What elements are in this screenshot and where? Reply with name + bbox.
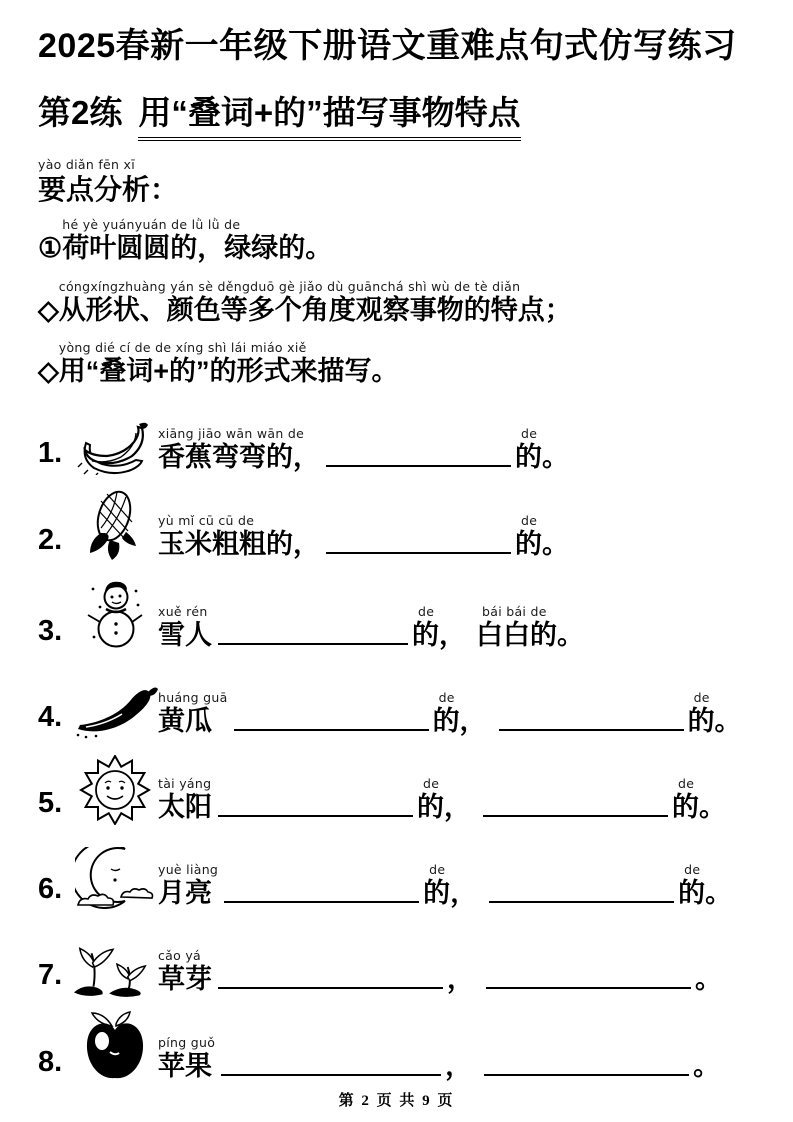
tail-phrase — [515, 513, 569, 562]
lesson-number: 第2练 — [38, 93, 123, 131]
phrase-text: 雪人 — [158, 620, 212, 651]
example-text: 荷叶圆圆的，绿绿的。 — [62, 232, 333, 263]
pinyin-label: de — [521, 426, 538, 442]
comma-text: ， — [447, 964, 474, 995]
exercise-phrase — [158, 690, 228, 739]
phrase-text: 黄瓜 — [158, 706, 212, 737]
key-point-phrase — [59, 340, 399, 389]
exercise-row — [38, 402, 755, 475]
phrase-text: 苹果 — [158, 1051, 212, 1082]
period-text: 。 — [695, 964, 722, 995]
grass-sprout-icon — [72, 937, 158, 997]
page-number-footer: 第 2 页 共 9 页 — [338, 1093, 455, 1109]
key-point-2 — [38, 340, 755, 389]
answer-blank — [486, 986, 691, 989]
analysis-heading-text: 要点分析： — [38, 173, 179, 205]
tail-phrase — [476, 604, 584, 653]
pinyin-label: xuě rén — [158, 604, 208, 620]
pinyin-label: cóngxíngzhuàng yán sè děngduō gè jiǎo dù guānchá shì wù de tè diǎn — [58, 278, 521, 294]
lesson-heading — [38, 87, 755, 141]
exercise-phrase — [158, 862, 218, 911]
answer-blank — [234, 728, 429, 731]
answer-blank — [499, 728, 684, 731]
pinyin-label: tài yáng — [158, 776, 212, 792]
phrase-text: 香蕉弯弯的， — [158, 442, 320, 473]
pinyin-label: píng guǒ — [158, 1035, 216, 1051]
period-text: 。 — [693, 1051, 721, 1082]
analysis-heading — [38, 157, 178, 207]
snowman-icon — [72, 575, 158, 653]
key-point-text: 从形状、颜色等多个角度观察事物的特点； — [58, 294, 572, 325]
circled-one-marker: ① — [38, 232, 63, 263]
tail-text: 的， — [412, 620, 466, 651]
tail-text: 的， — [423, 878, 478, 909]
exercise-row — [38, 575, 755, 653]
pinyin-label: huáng guā — [158, 690, 228, 706]
exercise-number: 7. — [38, 959, 63, 992]
lesson-topic: 用“叠词+的”描写事物特点 — [138, 87, 520, 141]
pinyin-label: de — [438, 690, 455, 706]
apple-icon — [72, 1010, 158, 1084]
pinyin-label: yòng dié cí de de xíng shì lái miáo xiě — [58, 340, 307, 356]
tail-phrase — [423, 862, 477, 911]
exercise-row — [38, 666, 755, 739]
diamond-bullet-icon: ◇ — [38, 356, 59, 387]
example-sentence — [38, 217, 755, 266]
tail-phrase — [678, 862, 732, 911]
exercise-number: 4. — [38, 701, 63, 734]
comma-text: ， — [445, 1051, 473, 1082]
key-point-phrase — [59, 279, 572, 328]
answer-blank — [483, 814, 668, 817]
exercise-number: 5. — [38, 787, 63, 820]
tail-text: 白白的。 — [476, 620, 584, 651]
key-point-1 — [38, 279, 755, 328]
exercise-number: 6. — [38, 873, 63, 906]
tail-text: 的。 — [687, 706, 742, 737]
tail-text: 的。 — [515, 442, 569, 473]
answer-blank — [489, 900, 674, 903]
corn-icon — [72, 488, 158, 562]
answer-blank — [221, 1073, 441, 1076]
moon-icon — [72, 847, 158, 911]
answer-blank — [484, 1073, 689, 1076]
tail-phrase — [515, 426, 569, 475]
pinyin-label: hé yè yuányuán de lǜ lǜ de — [62, 216, 241, 232]
exercise-phrase — [158, 1035, 215, 1084]
pinyin-label: de — [418, 604, 435, 620]
tail-phrase — [672, 776, 726, 825]
exercise-row — [38, 1010, 755, 1084]
exercise-phrase — [158, 513, 320, 562]
tail-phrase — [688, 690, 742, 739]
exercise-number: 1. — [38, 437, 63, 470]
pinyin-label: bái bái de — [482, 604, 547, 620]
pinyin-label: de — [521, 513, 538, 529]
diamond-bullet-icon: ◇ — [38, 294, 59, 325]
answer-blank — [326, 551, 511, 554]
example-phrase — [62, 217, 332, 266]
phrase-text: 草芽 — [158, 964, 212, 995]
exercise-phrase — [158, 604, 212, 653]
page-title: 2025春新一年级下册语文重难点句式仿写练习 — [38, 27, 737, 65]
sun-icon — [72, 755, 158, 825]
pinyin-label: yào diǎn fēn xī — [38, 156, 135, 172]
tail-phrase — [433, 690, 487, 739]
pinyin-label: de — [693, 690, 710, 706]
banana-icon — [72, 419, 158, 475]
exercise-row — [38, 838, 755, 911]
tail-phrase — [417, 776, 471, 825]
exercise-number: 8. — [38, 1046, 63, 1079]
exercise-number: 3. — [38, 615, 63, 648]
exercise-phrase — [158, 776, 212, 825]
answer-blank — [218, 642, 408, 645]
tail-text: 的， — [432, 706, 487, 737]
tail-text: 的。 — [672, 792, 726, 823]
phrase-text: 玉米粗粗的， — [158, 529, 320, 560]
answer-blank — [218, 986, 443, 989]
phrase-text: 月亮 — [158, 878, 212, 909]
exercise-list — [38, 402, 755, 1084]
answer-blank — [218, 814, 413, 817]
pinyin-label: de — [678, 776, 695, 792]
pinyin-label: cǎo yá — [158, 948, 202, 964]
tail-text: 的。 — [515, 529, 569, 560]
phrase-text: 太阳 — [158, 792, 212, 823]
exercise-row — [38, 924, 755, 997]
exercise-phrase — [158, 948, 212, 997]
tail-text: 的， — [417, 792, 471, 823]
pinyin-label: de — [429, 862, 446, 878]
exercise-row — [38, 488, 755, 562]
answer-blank — [224, 900, 419, 903]
tail-text: 的。 — [678, 878, 733, 909]
exercise-phrase — [158, 426, 320, 475]
pinyin-label: xiāng jiāo wān wān de — [158, 426, 305, 442]
pinyin-label: de — [684, 862, 701, 878]
exercise-row — [38, 752, 755, 825]
pinyin-label: yù mǐ cū cū de — [158, 513, 255, 529]
key-point-text: 用“叠词+的”的形式来描写。 — [58, 356, 399, 387]
cucumber-icon — [72, 683, 158, 739]
pinyin-label: yuè liàng — [158, 862, 219, 878]
answer-blank — [326, 464, 511, 467]
pinyin-label: de — [423, 776, 440, 792]
exercise-number: 2. — [38, 524, 63, 557]
tail-phrase — [412, 604, 466, 653]
